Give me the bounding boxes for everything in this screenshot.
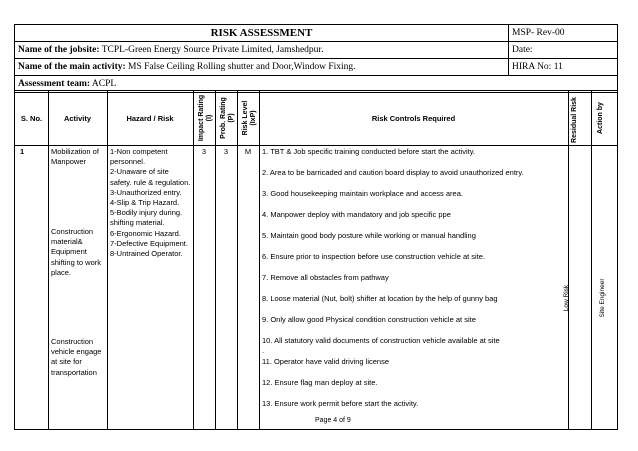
control-item: 2. Area to be barricaded and caution board display to avoid unauthorized entry. [262, 168, 524, 177]
col-header-level: Risk Level (IxP) [242, 100, 257, 136]
activity-cell [51, 227, 106, 278]
column-divider [591, 91, 592, 429]
doc-ref: MSP- Rev-00 [509, 25, 618, 42]
control-item: 9. Only allow good Physical condition construction vehicle at site [262, 315, 476, 324]
control-item: 8. Loose material (Nut, bolt) shifter at location by the help of gunny bag [262, 294, 498, 303]
col-header-activity: Activity [63, 113, 92, 123]
residual-risk: Low Risk [563, 284, 570, 312]
risk-table [14, 90, 618, 430]
jobsite-value: TCPL-Green Energy Source Private Limited, Jamshedpur. [99, 45, 324, 55]
control-item: 12. Ensure flag man deploy at site. [262, 378, 378, 387]
control-item: 13. Ensure work permit before start the activity. [262, 399, 419, 408]
control-item: 7. Remove all obstacles from pathway [262, 273, 389, 282]
activity-item: Mobilization of Manpower [51, 147, 99, 167]
document-title: RISK ASSESSMENT [15, 25, 509, 42]
hazard-item: 5-Bodily injury during. shifting material. [110, 208, 183, 228]
control-item: 3. Good housekeeping maintain workplace and access area. [262, 189, 463, 198]
column-divider [193, 91, 194, 429]
control-item: 4. Manpower deploy with mandatory and job specific ppe [262, 210, 451, 219]
hazard-item: 1-Non competent personnel. [110, 147, 168, 167]
date-label: Date: [509, 42, 618, 59]
column-divider [215, 91, 216, 429]
risk-level: M [244, 147, 252, 156]
hazard-item: 8-Untrained Operator. [110, 249, 183, 259]
col-header-residual: Residual Risk [571, 97, 578, 143]
header-divider [15, 145, 617, 146]
hazard-item: 7-Defective Equipment. [110, 238, 188, 248]
action-by: Site Engineer [599, 278, 606, 318]
hazard-item: 6-Ergonomic Hazard. [110, 228, 181, 238]
page-number: Page 4 of 9 [315, 417, 351, 424]
hazard-list [110, 147, 192, 259]
hazard-item: 4-Slip & Trip Hazard. [110, 198, 180, 208]
col-header-sno: S. No. [20, 113, 43, 123]
activity-cell [51, 337, 106, 378]
hazard-item: 3-Unauthorized entry. [110, 187, 182, 197]
activity-item: Construction material& Equipment shifting to work place. [51, 227, 102, 277]
prob-rating: 3 [223, 147, 229, 156]
col-header-impact: Impact Rating (I) [198, 94, 213, 142]
activity-cell [51, 147, 106, 167]
jobsite-row [15, 42, 509, 59]
control-item: 10. All statutory valid documents of construction vehicle available at site [262, 336, 500, 345]
column-divider [237, 91, 238, 429]
control-item: 1. TBT & Job specific training conducted before start the activity. [262, 147, 476, 156]
control-item: 5. Maintain good body posture while working or manual handling [262, 231, 476, 240]
column-divider [568, 91, 569, 429]
activity-row [15, 59, 509, 76]
controls-list [262, 147, 566, 427]
control-item: 6. Ensure prior to inspection before use construction vehicle at site. [262, 252, 486, 261]
col-header-controls: Risk Controls Required [371, 113, 456, 123]
activity-item: Construction vehicle engage at site for transportation [51, 337, 102, 377]
activity-value: MS False Ceiling Rolling shutter and Door,Window Fixing. [125, 62, 356, 72]
control-item: . [262, 346, 265, 355]
control-item: 11. Operator have valid driving license [262, 357, 390, 366]
team-label: Assessment team: [18, 79, 91, 89]
col-header-action: Action by [597, 102, 604, 134]
hazard-item: 2-Unaware of site safety. rule & regulation. [110, 167, 191, 187]
jobsite-label: Name of the jobsite: [18, 45, 100, 55]
col-header-hazard: Hazard / Risk [126, 113, 174, 123]
row-sno: 1 [20, 147, 25, 156]
activity-label: Name of the main activity: [18, 62, 126, 72]
col-header-prob: Prob. Rating (P) [220, 97, 235, 139]
header-table [14, 24, 618, 93]
hira-number: HIRA No: 11 [509, 59, 618, 76]
impact-rating: 3 [201, 147, 207, 156]
team-value: ACPL [90, 79, 117, 89]
